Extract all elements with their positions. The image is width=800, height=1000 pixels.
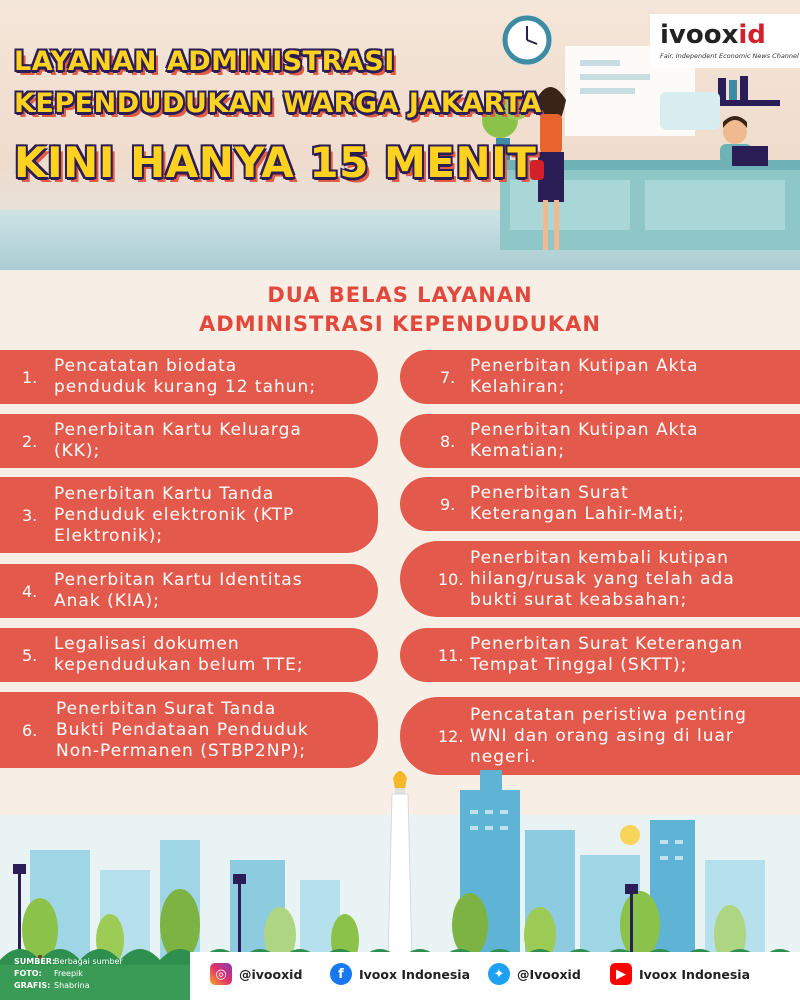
service-item-5 — [0, 628, 378, 682]
service-text — [54, 564, 303, 618]
credit-value: Shabrina — [54, 981, 90, 990]
service-text-line: Keterangan Lahir-Mati; — [470, 504, 686, 524]
service-text-line: Penerbitan Kartu Identitas — [54, 570, 303, 590]
logo-accent: id — [738, 20, 766, 50]
service-text-line: negeri. — [470, 746, 537, 767]
service-item-4 — [0, 564, 378, 618]
service-text-line: Penerbitan Kartu Tanda — [54, 483, 275, 504]
instagram-handle: @ivooxid — [239, 966, 303, 982]
twitter-icon: ✦ — [488, 963, 510, 985]
service-number: 5. — [22, 645, 38, 665]
service-item-9 — [400, 477, 800, 531]
service-text-line: penduduk kurang 12 tahun; — [54, 377, 317, 397]
service-text — [470, 628, 743, 682]
service-text-line: hilang/rusak yang telah ada — [470, 568, 735, 589]
ivooxid-logo — [650, 14, 800, 68]
service-text-line: Penerbitan Surat Tanda — [56, 698, 277, 719]
logo-text — [660, 20, 766, 50]
service-number: 4. — [22, 581, 38, 601]
service-text-line: Penerbitan Kutipan Akta — [470, 420, 699, 440]
service-number: 9. — [440, 494, 456, 514]
service-number: 8. — [440, 431, 456, 451]
service-text-line: Pencatatan biodata — [54, 356, 238, 376]
service-text-line: Penerbitan Kutipan Akta — [470, 356, 699, 376]
service-text-line: Penerbitan Surat Keterangan — [470, 634, 744, 654]
credits — [14, 956, 123, 992]
service-text-line: kependudukan belum TTE; — [54, 655, 304, 675]
facebook-icon: f — [330, 963, 352, 985]
social-instagram[interactable] — [210, 962, 302, 986]
service-text — [470, 414, 699, 468]
service-text-line: Penerbitan Surat — [470, 483, 629, 503]
credit-label: SUMBER: — [14, 957, 56, 966]
service-text-line: Bukti Pendataan Penduduk — [56, 719, 309, 740]
social-youtube[interactable] — [610, 962, 750, 986]
title-line-2: KEPENDUDUKAN WARGA JAKARTA — [14, 88, 542, 119]
logo-tagline: Fair, Independent Economic News Channel — [660, 52, 799, 60]
service-text-line: Penerbitan kembali kutipan — [470, 547, 729, 568]
service-text-line: (KK); — [54, 441, 101, 461]
service-text — [56, 692, 309, 768]
social-twitter[interactable] — [488, 962, 581, 986]
title-line-1: LAYANAN ADMINISTRASI — [14, 46, 395, 77]
service-number: 12. — [438, 726, 464, 746]
twitter-handle: @Ivooxid — [517, 966, 581, 982]
service-text — [54, 414, 302, 468]
service-item-10 — [400, 541, 800, 617]
service-item-11 — [400, 628, 800, 682]
service-text-line: WNI dan orang asing di luar — [470, 725, 734, 746]
service-text-line: Pencatatan peristiwa penting — [470, 704, 747, 725]
service-text — [54, 477, 294, 553]
service-text-line: Tempat Tinggal (SKTT); — [470, 655, 688, 675]
service-item-8 — [400, 414, 800, 468]
service-text — [54, 350, 316, 404]
service-item-2 — [0, 414, 378, 468]
service-number: 3. — [22, 505, 38, 525]
service-text-line: Penerbitan Kartu Keluarga — [54, 420, 302, 440]
service-number: 11. — [438, 645, 464, 665]
service-item-6 — [0, 692, 378, 768]
youtube-icon: ▶ — [610, 963, 632, 985]
service-text-line: Non-Permanen (STBP2NP); — [56, 740, 307, 761]
service-text — [470, 541, 735, 617]
service-number: 7. — [440, 367, 456, 387]
credit-value: Freepik — [54, 969, 83, 978]
service-text-line: Kematian; — [470, 441, 566, 461]
instagram-icon: ◎ — [210, 963, 232, 985]
credit-label: GRAFIS: — [14, 981, 51, 990]
social-facebook[interactable] — [330, 962, 470, 986]
credit-value: Berbagai sumber — [54, 957, 123, 966]
title-line-3: KINI HANYA 15 MENIT — [14, 138, 537, 187]
service-text-line: Penduduk elektronik (KTP — [54, 504, 295, 525]
service-text — [470, 477, 685, 531]
service-text — [470, 350, 699, 404]
service-item-7 — [400, 350, 800, 404]
logo-main: ivoox — [660, 20, 739, 50]
service-number: 6. — [22, 720, 38, 740]
service-text-line: bukti surat keabsahan; — [470, 589, 688, 610]
section-heading-line-2: ADMINISTRASI KEPENDUDUKAN — [199, 312, 601, 336]
service-item-1 — [0, 350, 378, 404]
service-number: 1. — [22, 367, 38, 387]
service-number: 2. — [22, 431, 38, 451]
service-text-line: Legalisasi dokumen — [54, 634, 240, 654]
service-number: 10. — [438, 569, 464, 589]
service-text — [54, 628, 304, 682]
service-text-line: Kelahiran; — [470, 377, 566, 397]
service-text-line: Elektronik); — [54, 525, 164, 546]
header-banner — [0, 0, 800, 270]
credit-label: FOTO: — [14, 969, 42, 978]
youtube-handle: Ivoox Indonesia — [639, 966, 751, 982]
section-heading-line-1: DUA BELAS LAYANAN — [267, 283, 533, 307]
facebook-handle: Ivoox Indonesia — [359, 966, 471, 982]
service-text-line: Anak (KIA); — [54, 591, 160, 611]
service-item-3 — [0, 477, 378, 553]
